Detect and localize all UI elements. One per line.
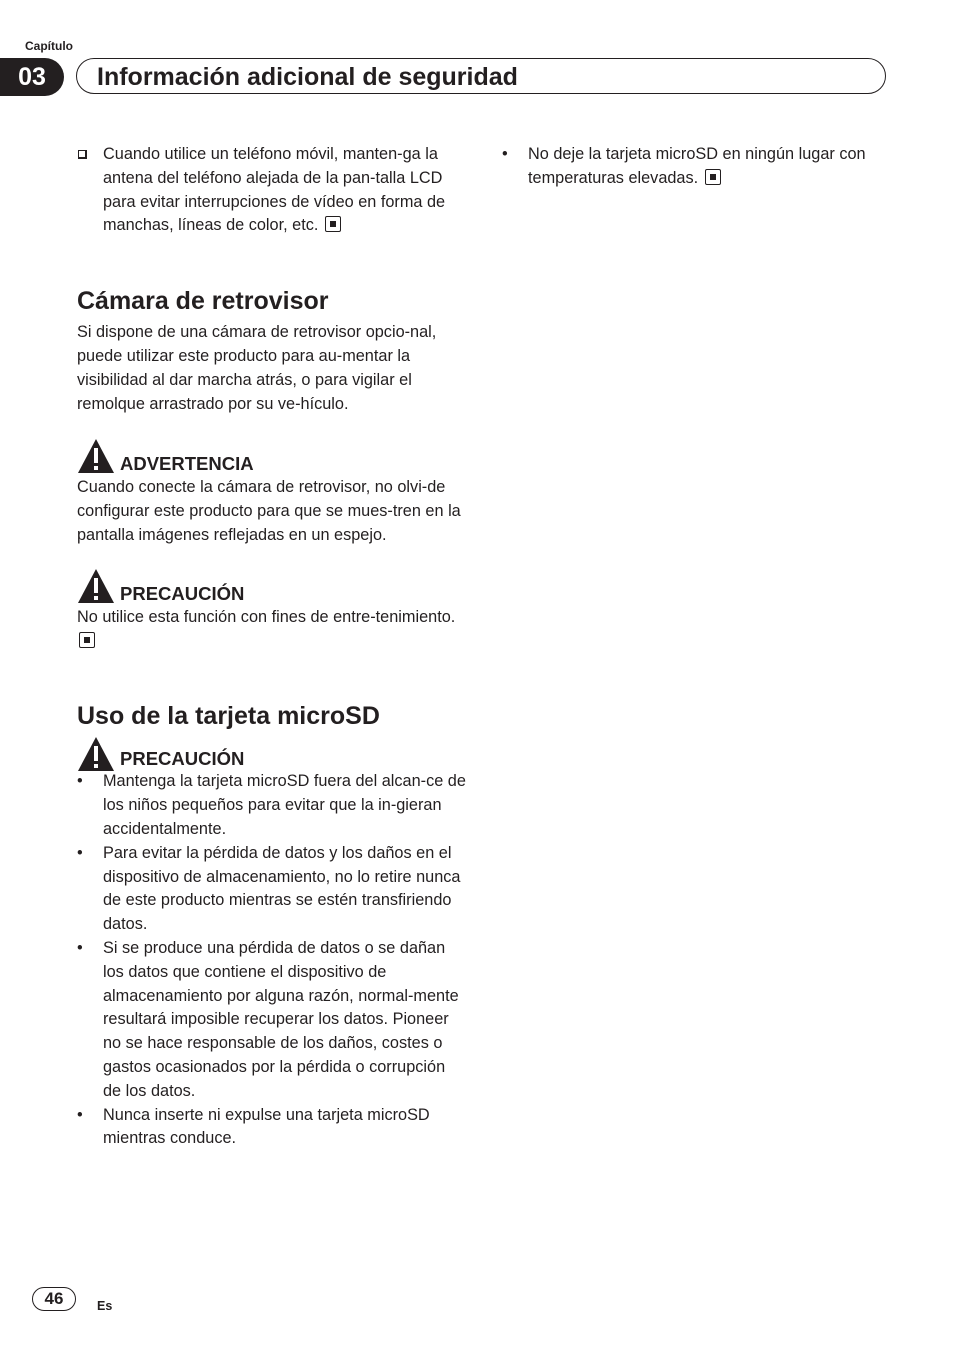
end-of-section-icon xyxy=(325,216,341,232)
warning-block xyxy=(77,438,467,547)
warning-triangle-icon xyxy=(77,736,115,772)
bullet-icon: • xyxy=(77,843,83,862)
list-item xyxy=(77,1104,467,1152)
list-item-text: Nunca inserte ni expulse una tarjeta microSD mientras conduce. xyxy=(103,1105,430,1148)
end-of-section-icon xyxy=(705,169,721,185)
note-box-icon xyxy=(78,150,87,159)
camera-body: Si dispone de una cámara de retrovisor opcio-nal, puede utilizar este producto para au-mentar la visibilidad al dar marcha atrás, o para vigilar el remolque arrastrado por su ve-hículo. xyxy=(77,323,437,413)
chapter-label: Capítulo xyxy=(25,39,73,53)
list-item xyxy=(77,937,467,1104)
warning-triangle-icon xyxy=(77,438,115,474)
list-item xyxy=(77,842,467,937)
language-code: Es xyxy=(97,1299,113,1313)
list-item-text: Mantenga la tarjeta microSD fuera del alcan-ce de los niños pequeños para evitar que la in-gieran accidentalmente. xyxy=(103,772,466,838)
end-of-section-icon xyxy=(79,632,95,648)
bullet-icon: • xyxy=(77,772,83,791)
caution-body-text: No utilice esta función con fines de entre-tenimiento. xyxy=(77,607,456,626)
bullet-icon: • xyxy=(77,1105,83,1124)
phone-note-text: Cuando utilice un teléfono móvil, manten-ga la antena del teléfono alejada de la pan-talla LCD para evitar interrupciones de vídeo en forma de manchas, líneas de color, etc. xyxy=(103,145,446,235)
right-column xyxy=(502,143,882,191)
chapter-number: 03 xyxy=(0,58,64,96)
warning-title: ADVERTENCIA xyxy=(120,453,254,475)
caution-body xyxy=(77,606,467,654)
list-item-text: Si se produce una pérdida de datos o se dañan los datos que contiene el dispositivo de almacenamiento por alguna razón, normal-mente resultará imposible recuperar los datos. Pioneer no se hace responsable de los daños, costes o gastos ocasionados por la pérdida o corrupción de los datos. xyxy=(103,938,459,1100)
bullet-icon: • xyxy=(77,938,83,957)
list-item xyxy=(502,143,882,191)
caution-block-camera xyxy=(77,568,467,654)
chapter-title: Información adicional de seguridad xyxy=(76,58,886,94)
warning-body: Cuando conecte la cámara de retrovisor, no olvi-de configurar este producto para que se mues-tren en la pantalla imágenes reflejadas en un espejo. xyxy=(77,478,461,544)
bullet-icon: • xyxy=(502,145,508,163)
caution-block-microsd xyxy=(77,736,467,1151)
camera-heading: Cámara de retrovisor xyxy=(77,287,329,316)
phone-note xyxy=(77,143,467,238)
list-item-text: Para evitar la pérdida de datos y los daños en el dispositivo de almacenamiento, no lo retire nunca de este producto mientras se estén transfiriendo datos. xyxy=(103,843,461,934)
caution-title: PRECAUCIÓN xyxy=(120,582,245,604)
microsd-heading: Uso de la tarjeta microSD xyxy=(77,702,380,731)
warning-triangle-icon xyxy=(77,568,115,604)
left-column xyxy=(77,143,467,1151)
list-item xyxy=(77,770,467,841)
list-item-text: No deje la tarjeta microSD en ningún lugar con temperaturas elevadas. xyxy=(528,145,866,187)
page-number: 46 xyxy=(32,1287,76,1311)
caution-title: PRECAUCIÓN xyxy=(120,748,245,770)
